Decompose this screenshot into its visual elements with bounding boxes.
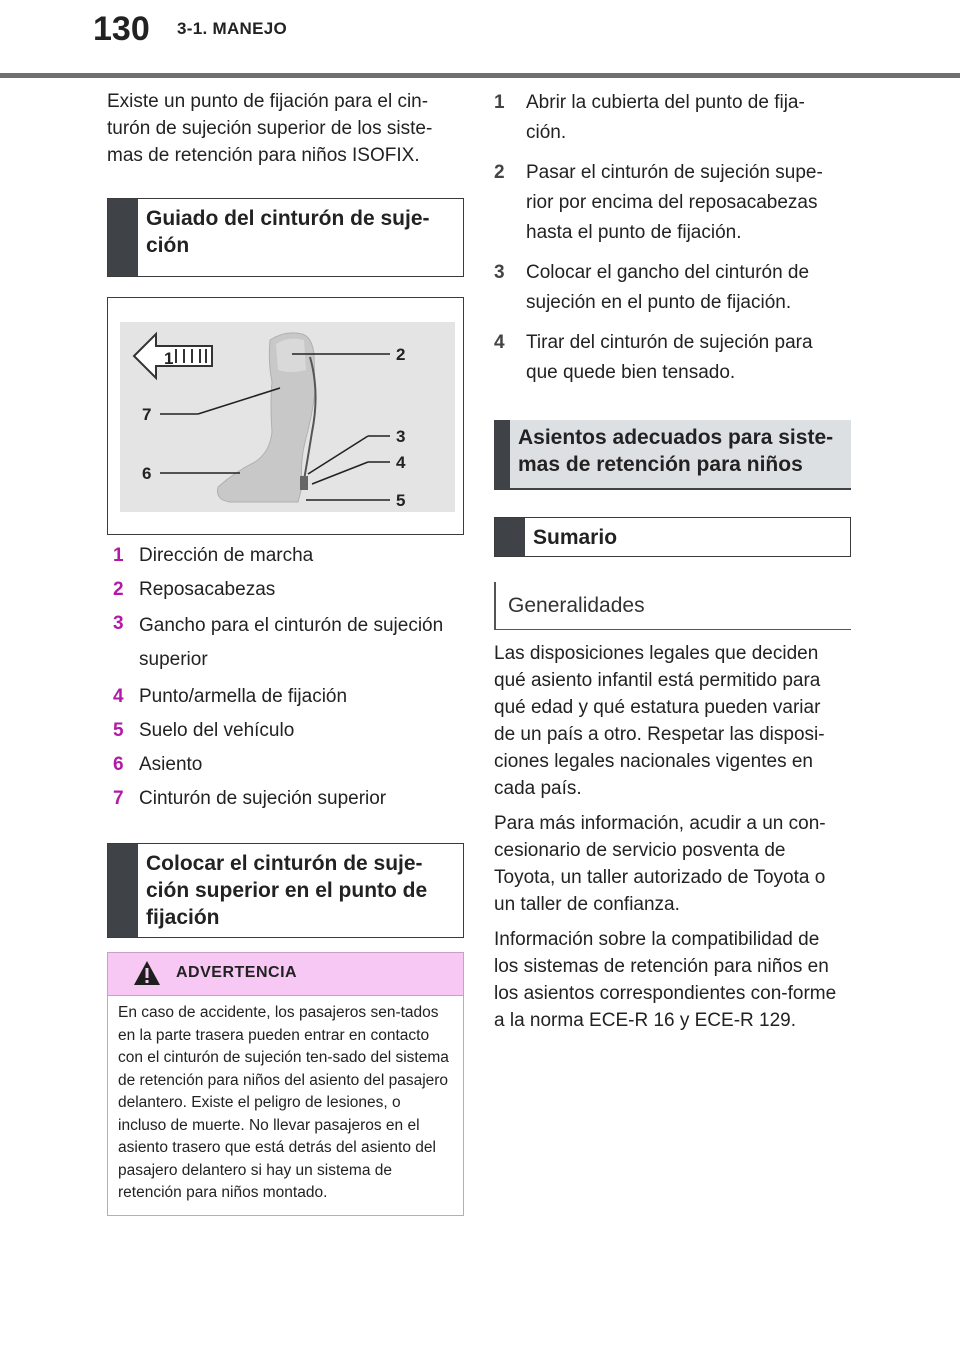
paragraph: Las disposiciones legales que deciden qué asiento infantil está permitido para qué edad y qué estatura pueden variar de un país a otro. Respetar las disposi-ciones legales nacionales vigentes en cada país. [494, 643, 825, 799]
hook-mark [300, 476, 308, 490]
figure-label-5: 5 [396, 491, 406, 510]
list-item: 5 Suelo del vehículo [113, 720, 295, 741]
right-column [494, 88, 851, 1042]
figure-label-4: 4 [396, 453, 406, 472]
page-number: 130 [93, 10, 150, 48]
figure-label-7: 7 [142, 405, 152, 424]
intro-paragraph: Existe un punto de fijación para el cin-turón de sujeción superior de los siste-mas de retención para niños ISOFIX. [107, 91, 433, 166]
list-item: 3 Colocar el gancho del cinturón de sujeción en el punto de fijación. [494, 262, 810, 313]
heading-guiado-text: Guiado del cinturón de suje-ción [146, 207, 430, 257]
heading-asientos [494, 420, 851, 490]
list-item: 3 Gancho para el cinturón de sujeción superior [113, 613, 444, 670]
list-item: 2 Pasar el cinturón de sujeción supe-rior por encima del reposacabezas hasta el punto de fijación. [494, 162, 823, 243]
warning-icon [133, 960, 161, 986]
subheading-text: Generalidades [508, 593, 645, 617]
figure-label-3: 3 [396, 427, 406, 446]
heading-bar [108, 199, 138, 276]
seat-figure [107, 297, 464, 535]
figure-legend [107, 541, 464, 813]
figure-label-2: 2 [396, 345, 406, 364]
body-paragraphs [494, 640, 846, 1034]
paragraph: Información sobre la compatibilidad de los sistemas de retención para niños en los asientos correspondientes con-forme a la norma ECE-R 16 y ECE-R 129. [494, 929, 837, 1031]
list-item: 1 Dirección de marcha [113, 545, 314, 566]
headrest-shape [276, 339, 306, 372]
heading-bar [494, 420, 510, 488]
warning-title: ADVERTENCIA [176, 964, 298, 981]
list-item: 1 Abrir la cubierta del punto de fija-ción. [494, 92, 805, 143]
heading-sumario-text: Sumario [533, 526, 618, 549]
figure-label-1: 1 [164, 349, 174, 368]
warning-text: En caso de accidente, los pasajeros sen-tados en la parte trasera pueden entrar en contacto con el cinturón de sujeción ten-sado del sistema de retención para niños del asiento del pasajero delantero. Existe el peligro de lesiones, o incluso de muerte. No llevar pasajeros en el asiento trasero que está detrás del asiento del pasajero delantero si hay un sistema de retención para niños montado. [118, 1004, 449, 1201]
figure-label-6: 6 [142, 464, 152, 483]
heading-colocar-text: Colocar el cinturón de suje-ción superior en el punto de fijación [146, 852, 428, 929]
list-item: 2 Reposacabezas [113, 579, 276, 600]
list-item: 4 Punto/armella de fijación [113, 686, 348, 707]
heading-guiado [107, 198, 464, 277]
seat-illustration [120, 322, 455, 512]
list-item: 7 Cinturón de sujeción superior [113, 788, 387, 809]
paragraph: Para más información, acudir a un con-cesionario de servicio posventa de Toyota, un taller autorizado de Toyota o un taller de confianza. [494, 813, 826, 915]
page-header [0, 0, 960, 80]
list-item: 4 Tirar del cinturón de sujeción para que quede bien tensado. [494, 332, 813, 383]
heading-sumario [494, 517, 851, 557]
warning-header [108, 953, 463, 996]
subheading-generalidades [494, 582, 851, 630]
header-rule [0, 73, 960, 78]
steps-list [494, 88, 839, 388]
section-reference: 3-1. MANEJO [177, 19, 288, 38]
heading-colocar [107, 843, 464, 938]
warning-box [107, 952, 464, 1216]
heading-bar [495, 518, 525, 556]
heading-asientos-text: Asientos adecuados para siste-mas de retención para niños [518, 426, 834, 476]
left-column [107, 88, 464, 1216]
heading-bar [108, 844, 138, 937]
list-item: 6 Asiento [113, 754, 203, 775]
